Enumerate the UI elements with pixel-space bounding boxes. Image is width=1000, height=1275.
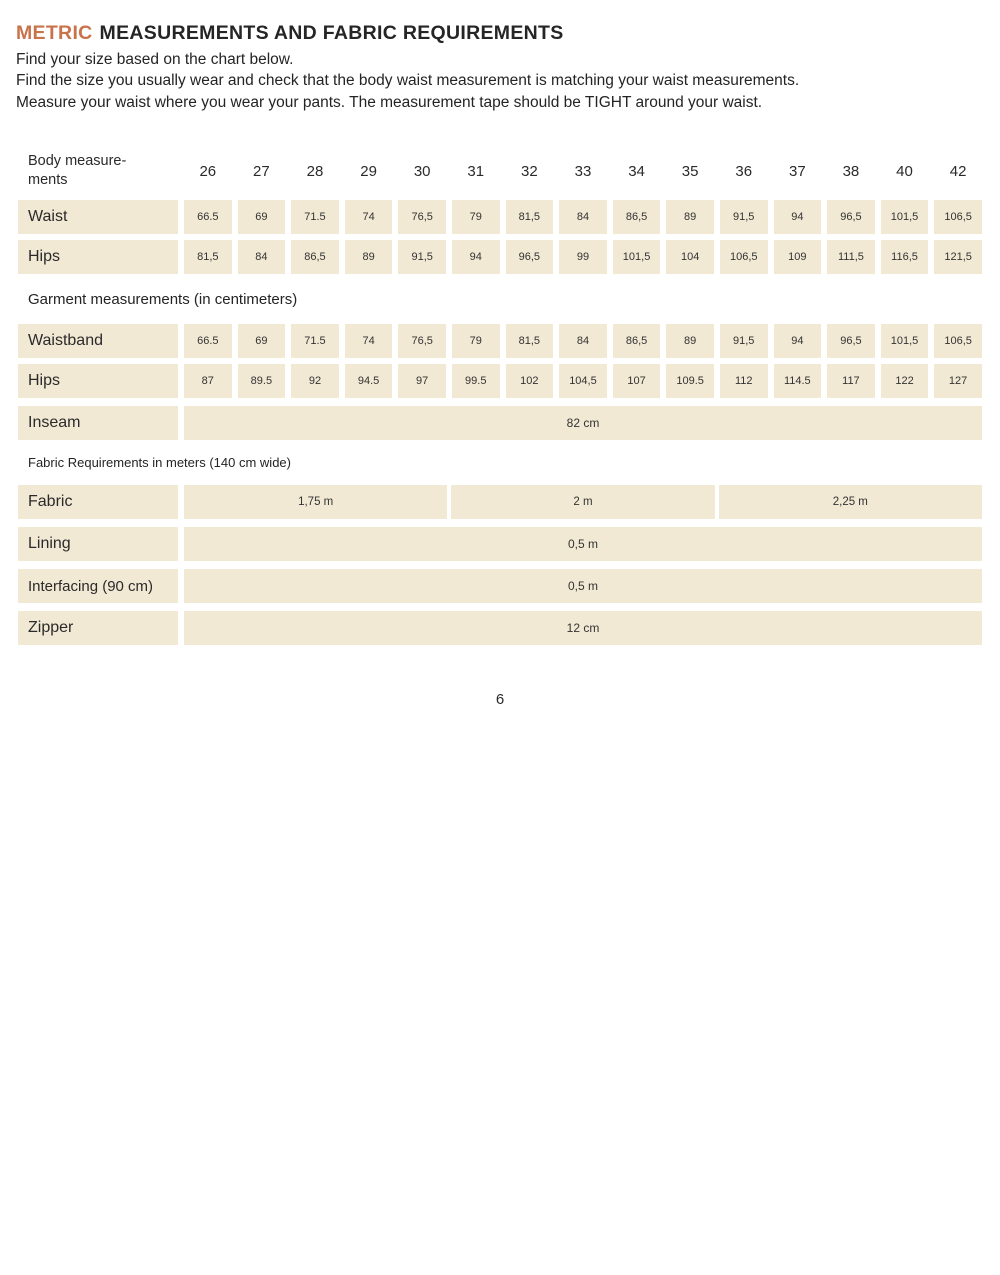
body-hips-value: 109: [774, 240, 822, 274]
fabric-amount-value: 2,25 m: [719, 485, 982, 519]
garment-waistband-value: 101,5: [881, 324, 929, 358]
garment-waistband-value: 74: [345, 324, 393, 358]
body-hips-value: 91,5: [398, 240, 446, 274]
garment-hips-row: [18, 364, 982, 398]
body-hips-value: 99: [559, 240, 607, 274]
body-hips-value: 94: [452, 240, 500, 274]
page-title-accent: METRIC: [16, 22, 93, 44]
fabric-amount-value: 2 m: [451, 485, 714, 519]
garment-waistband-value: 81,5: [506, 324, 554, 358]
body-waist-value: 94: [774, 200, 822, 234]
garment-hips-label: Hips: [18, 364, 178, 398]
fabric-amount-value: 1,75 m: [184, 485, 447, 519]
measurement-tables: [18, 149, 982, 645]
size-column-header: 38: [842, 162, 860, 180]
body-waist-value: 106,5: [934, 200, 982, 234]
garment-waistband-row: [18, 324, 982, 358]
garment-hips-value: 104,5: [559, 364, 607, 398]
body-hips-value: 104: [666, 240, 714, 274]
garment-waistband-value: 84: [559, 324, 607, 358]
body-hips-value: 121,5: [934, 240, 982, 274]
garment-waistband-value: 106,5: [934, 324, 982, 358]
garment-waistband-value: 79: [452, 324, 500, 358]
garment-waistband-value: 71.5: [291, 324, 339, 358]
zipper-label: Zipper: [18, 611, 178, 645]
page-number: 6: [495, 691, 505, 709]
size-column-header: 36: [735, 162, 753, 180]
inseam-label: Inseam: [18, 406, 178, 440]
body-waist-value: 84: [559, 200, 607, 234]
garment-waistband-value: 66.5: [184, 324, 232, 358]
size-column-header: 35: [681, 162, 699, 180]
body-waist-value: 76,5: [398, 200, 446, 234]
garment-hips-value: 114.5: [774, 364, 822, 398]
inseam-row: [18, 406, 982, 440]
page-title: [16, 0, 984, 45]
body-waist-value: 86,5: [613, 200, 661, 234]
size-column-header: 29: [360, 162, 377, 180]
body-waist-row: [18, 200, 982, 234]
body-hips-cells: [184, 240, 982, 274]
garment-hips-cells: [184, 364, 982, 398]
body-hips-value: 84: [238, 240, 286, 274]
garment-hips-value: 87: [184, 364, 232, 398]
body-hips-value: 96,5: [506, 240, 554, 274]
garment-hips-value: 92: [291, 364, 339, 398]
body-measurements-header-line-1: Body measure-: [28, 153, 127, 170]
fabric-label: Fabric: [18, 485, 178, 519]
garment-waistband-value: 94: [774, 324, 822, 358]
fabric-row: [18, 485, 982, 519]
body-hips-value: 81,5: [184, 240, 232, 274]
body-hips-label: Hips: [18, 240, 178, 274]
size-header-cells: [184, 149, 982, 193]
size-column-header: 40: [896, 162, 913, 180]
garment-waistband-value: 89: [666, 324, 714, 358]
garment-hips-value: 112: [720, 364, 768, 398]
garment-hips-value: 99.5: [452, 364, 500, 398]
body-hips-row: [18, 240, 982, 274]
size-column-header: 32: [521, 162, 538, 180]
body-measurements-header: [18, 149, 178, 193]
size-column-header: 30: [413, 162, 431, 180]
interfacing-row: [18, 569, 982, 603]
body-hips-value: 86,5: [291, 240, 339, 274]
garment-hips-value: 127: [934, 364, 982, 398]
intro-text: [16, 49, 984, 113]
body-hips-value: 89: [345, 240, 393, 274]
fabric-section-heading: Fabric Requirements in meters (140 cm wide): [28, 455, 291, 471]
body-measurements-header-line-2: ments: [28, 172, 68, 189]
size-column-header: 28: [306, 162, 324, 180]
body-waist-value: 69: [238, 200, 286, 234]
intro-line-1: Find your size based on the chart below.: [16, 51, 294, 68]
body-hips-value: 101,5: [613, 240, 661, 274]
lining-row: [18, 527, 982, 561]
zipper-value: 12 cm: [184, 611, 982, 645]
intro-line-3: Measure your waist where you wear your pants. The measurement tape should be TIGHT around your waist.: [16, 93, 763, 111]
garment-hips-value: 102: [506, 364, 554, 398]
garment-waistband-value: 69: [238, 324, 286, 358]
body-waist-value: 79: [452, 200, 500, 234]
interfacing-label: Interfacing (90 cm): [18, 569, 178, 603]
zipper-row: [18, 611, 982, 645]
garment-waistband-cells: [184, 324, 982, 358]
body-waist-value: 66.5: [184, 200, 232, 234]
size-column-header: 34: [628, 162, 645, 180]
garment-hips-value: 97: [398, 364, 446, 398]
lining-value: 0,5 m: [184, 527, 982, 561]
body-waist-value: 96,5: [827, 200, 875, 234]
body-waist-value: 74: [345, 200, 393, 234]
body-waist-value: 101,5: [881, 200, 929, 234]
size-column-header: 37: [788, 162, 806, 180]
size-column-header: 31: [467, 162, 485, 180]
garment-waistband-value: 86,5: [613, 324, 661, 358]
size-column-header: 33: [574, 162, 592, 180]
garment-hips-value: 109.5: [666, 364, 714, 398]
garment-hips-value: 89.5: [238, 364, 286, 398]
body-hips-value: 106,5: [720, 240, 768, 274]
size-column-header: 42: [949, 162, 967, 180]
garment-waistband-label: Waistband: [18, 324, 178, 358]
garment-section-heading: Garment measurements (in centimeters): [28, 291, 298, 309]
body-hips-value: 116,5: [881, 240, 929, 274]
garment-hips-value: 117: [827, 364, 875, 398]
body-waist-cells: [184, 200, 982, 234]
garment-waistband-value: 96,5: [827, 324, 875, 358]
body-waist-value: 81,5: [506, 200, 554, 234]
lining-label: Lining: [18, 527, 178, 561]
body-hips-value: 111,5: [827, 240, 875, 274]
garment-waistband-value: 91,5: [720, 324, 768, 358]
garment-hips-value: 122: [881, 364, 929, 398]
size-column-header: 26: [199, 162, 217, 180]
interfacing-value: 0,5 m: [184, 569, 982, 603]
size-column-header: 27: [253, 162, 270, 180]
body-waist-value: 91,5: [720, 200, 768, 234]
page-title-rest: MEASUREMENTS AND FABRIC REQUIREMENTS: [99, 22, 564, 44]
body-waist-value: 89: [666, 200, 714, 234]
garment-hips-value: 107: [613, 364, 661, 398]
body-waist-label: Waist: [18, 200, 178, 234]
intro-line-2: Find the size you usually wear and check that the body waist measurement is matching your waist measurements.: [16, 72, 800, 90]
fabric-cells: [184, 485, 982, 519]
body-waist-value: 71.5: [291, 200, 339, 234]
size-header-row: [18, 149, 982, 193]
inseam-value: 82 cm: [184, 406, 982, 440]
garment-hips-value: 94.5: [345, 364, 393, 398]
garment-waistband-value: 76,5: [398, 324, 446, 358]
